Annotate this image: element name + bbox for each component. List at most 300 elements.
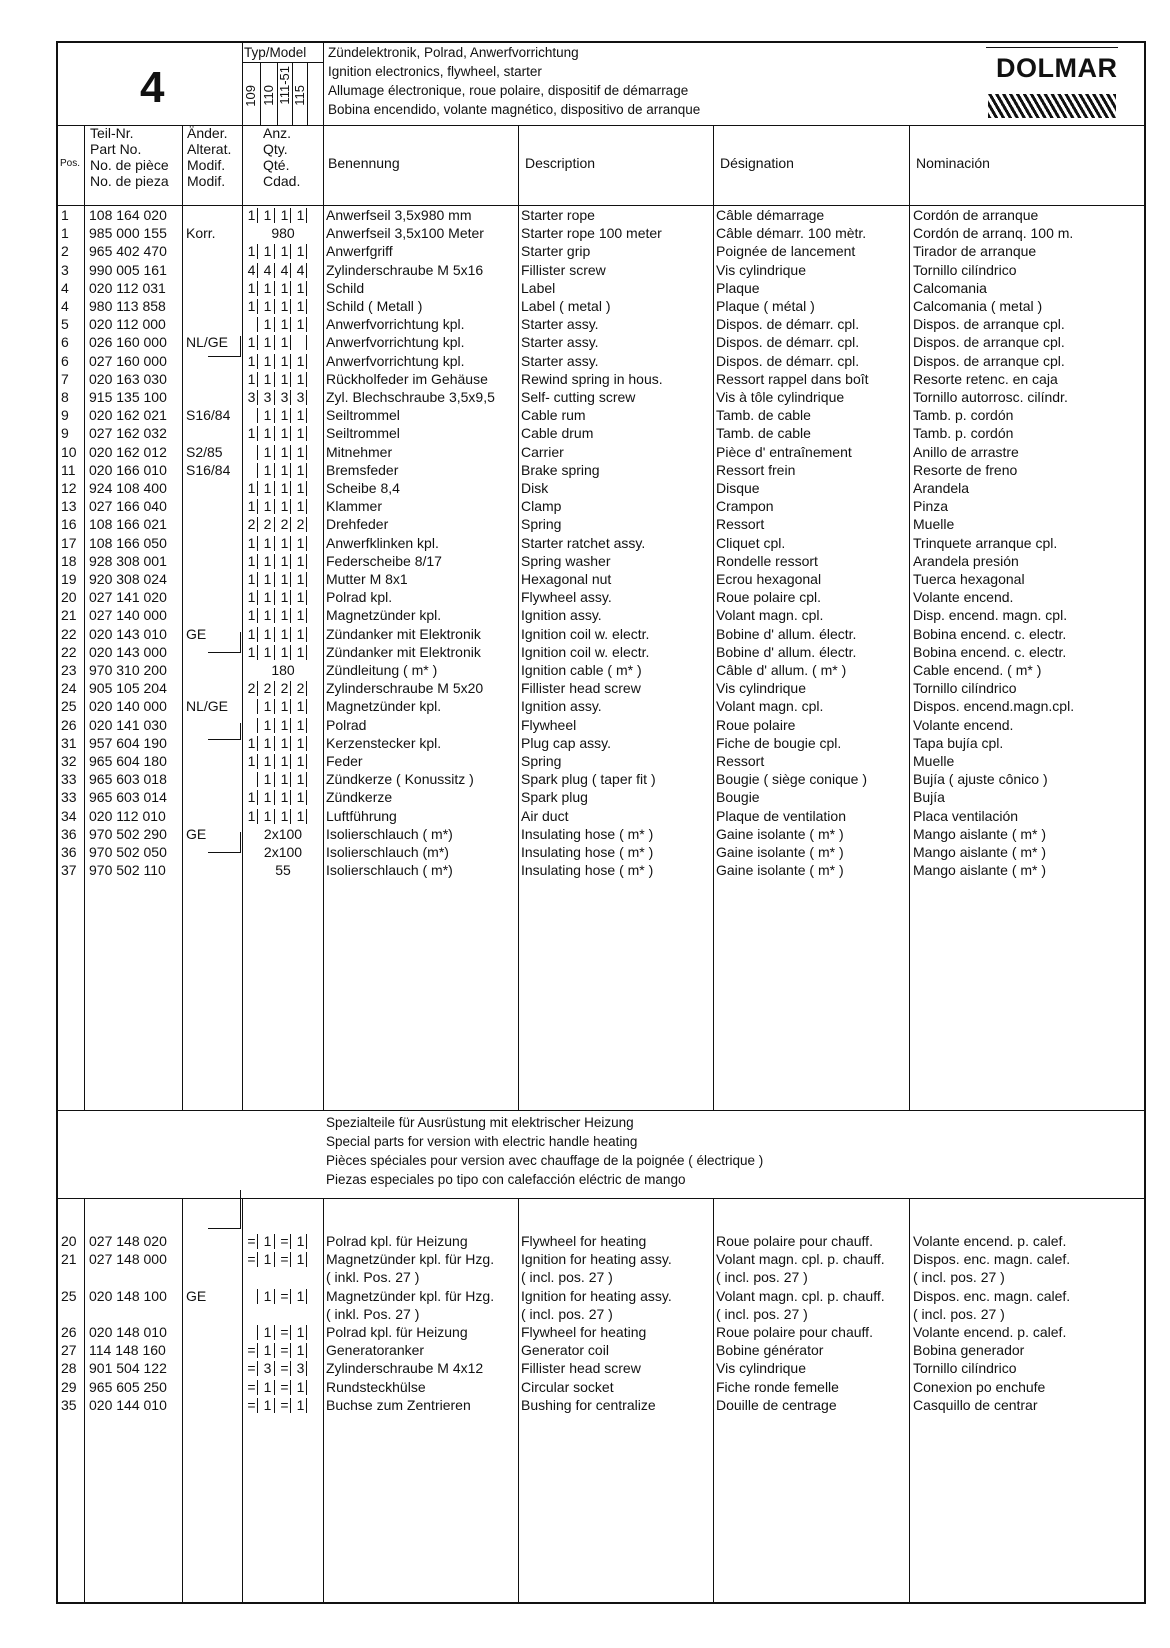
part-no-cell: 020 162 012 bbox=[89, 443, 167, 460]
qty-cell: 1 bbox=[296, 316, 305, 333]
qty-separator bbox=[257, 1343, 258, 1358]
qty-separator bbox=[290, 1234, 291, 1249]
benennung-cell: Polrad kpl. für Heizung bbox=[326, 1233, 468, 1249]
qty-separator bbox=[306, 1234, 307, 1249]
qty-cell: 1 bbox=[247, 243, 256, 260]
designation-cell: Roue polaire bbox=[716, 716, 796, 733]
benennung-cell: Zündkerze ( Konussitz ) bbox=[326, 771, 474, 788]
title-de: Zündelektronik, Polrad, Anwerfvorrichtung bbox=[328, 45, 579, 60]
pos-cell: 9 bbox=[61, 425, 69, 442]
qty-separator bbox=[306, 809, 307, 824]
col-pos: Pos. bbox=[60, 158, 81, 169]
qty-cell: 1 bbox=[247, 498, 256, 515]
designation-cell: Tamb. de cable bbox=[716, 407, 811, 424]
qty-cell: 1 bbox=[296, 425, 305, 442]
pos-cell: 25 bbox=[61, 1287, 77, 1304]
special-title bbox=[326, 1113, 763, 1189]
title-fr: Allumage électronique, roue polaire, dispositif de démarrage bbox=[328, 83, 689, 98]
qty-separator bbox=[257, 481, 258, 496]
qty-separator bbox=[306, 335, 307, 350]
pos-cell: 1 bbox=[61, 207, 69, 223]
table-row bbox=[58, 497, 1144, 516]
qty-cell: 1 bbox=[296, 461, 305, 478]
qty-separator bbox=[257, 517, 258, 532]
description-cell: Flywheel bbox=[521, 716, 577, 733]
qty-separator bbox=[274, 590, 275, 605]
nominacion-cell: Tuerca hexagonal bbox=[913, 571, 1025, 587]
qty-cell: 1 bbox=[296, 207, 305, 223]
qty-cell: 1 bbox=[263, 407, 272, 424]
designation-cell: Crampon bbox=[716, 498, 774, 515]
part-no-cell: 020 162 021 bbox=[89, 407, 167, 424]
qty-cell: 1 bbox=[296, 1233, 305, 1249]
qty-separator bbox=[290, 281, 291, 296]
qty-separator bbox=[306, 1361, 307, 1376]
qty-separator bbox=[306, 736, 307, 751]
qty-separator bbox=[274, 499, 275, 514]
qty-separator bbox=[274, 426, 275, 441]
qty-separator bbox=[274, 317, 275, 332]
qty-separator bbox=[274, 408, 275, 423]
qty-cell: 2 bbox=[247, 680, 256, 697]
table-row bbox=[58, 1305, 1144, 1324]
qty-cell: 1 bbox=[296, 716, 305, 733]
description-cell: Self- cutting screw bbox=[521, 389, 636, 405]
pos-cell: 36 bbox=[61, 844, 77, 860]
table-row bbox=[58, 752, 1144, 771]
change-cell: S16/84 bbox=[186, 461, 231, 478]
part-no-cell: 027 140 000 bbox=[89, 607, 167, 624]
designation-cell: Vis cylindrique bbox=[716, 1360, 807, 1377]
part-no-cell: 965 604 180 bbox=[89, 753, 167, 769]
qty-cell: = bbox=[280, 1360, 289, 1377]
qty-separator bbox=[257, 608, 258, 623]
description-cell: Starter rope bbox=[521, 207, 595, 223]
benennung-cell: Kerzenstecker kpl. bbox=[326, 734, 442, 751]
nominacion-cell: Volante encend. bbox=[913, 716, 1014, 733]
qty-separator bbox=[290, 499, 291, 514]
qty-cell: 3 bbox=[280, 389, 289, 405]
qty-cell: 1 bbox=[263, 461, 272, 478]
qty-cell: 1 bbox=[247, 298, 256, 314]
designation-cell: Volant magn. cpl. p. chauff. bbox=[716, 1251, 885, 1268]
designation-cell: Fiche ronde femelle bbox=[716, 1378, 839, 1395]
qty-separator bbox=[306, 1343, 307, 1358]
nominacion-cell: Calcomania bbox=[913, 279, 987, 296]
pos-cell: 25 bbox=[61, 698, 77, 715]
part-no-cell: 020 144 010 bbox=[89, 1396, 167, 1413]
pos-cell: 24 bbox=[61, 680, 77, 697]
qty-separator bbox=[306, 263, 307, 278]
qty-cell: 1 bbox=[263, 534, 272, 551]
part-no-cell: 108 164 020 bbox=[89, 207, 167, 223]
designation-cell: Bougie bbox=[716, 789, 760, 806]
pos-cell: 36 bbox=[61, 825, 77, 842]
description-cell: Fillister screw bbox=[521, 261, 606, 278]
qty-cell: 1 bbox=[263, 370, 272, 387]
description-cell: Label ( metal ) bbox=[521, 298, 611, 314]
benennung-cell: Zündanker mit Elektronik bbox=[326, 643, 481, 660]
qty-separator bbox=[290, 1289, 291, 1304]
description-cell: Bushing for centralize bbox=[521, 1396, 656, 1413]
qty-separator bbox=[274, 263, 275, 278]
qty-cell: 1 bbox=[296, 571, 305, 587]
nominacion-cell: Disp. encend. magn. cpl. bbox=[913, 607, 1068, 624]
qty-separator bbox=[257, 244, 258, 259]
col-qty-es: Cdad. bbox=[263, 173, 301, 189]
table-row bbox=[58, 242, 1144, 261]
part-no-cell: 020 143 000 bbox=[89, 643, 167, 660]
table-row bbox=[58, 770, 1144, 789]
designation-cell: Roue polaire pour chauff. bbox=[716, 1233, 873, 1249]
table-row bbox=[58, 1396, 1144, 1415]
pos-cell: 32 bbox=[61, 753, 77, 769]
qty-cell: 1 bbox=[296, 734, 305, 751]
table-row bbox=[58, 552, 1144, 571]
model-col-line bbox=[307, 62, 308, 125]
table-row bbox=[58, 861, 1144, 880]
qty-separator bbox=[257, 590, 258, 605]
change-cell: S2/85 bbox=[186, 443, 223, 460]
qty-separator bbox=[274, 1252, 275, 1267]
qty-separator bbox=[306, 754, 307, 769]
pos-cell: 26 bbox=[61, 716, 77, 733]
benennung-cell: Anwerfvorrichtung kpl. bbox=[326, 334, 465, 351]
designation-cell: Volant magn. cpl. bbox=[716, 607, 824, 624]
qty-separator bbox=[257, 281, 258, 296]
qty-separator bbox=[306, 590, 307, 605]
nominacion-cell: Muelle bbox=[913, 516, 955, 533]
benennung-cell: Zündanker mit Elektronik bbox=[326, 625, 481, 642]
qty-cell: 1 bbox=[280, 461, 289, 478]
qty-cell: 1 bbox=[280, 443, 289, 460]
benennung-cell: Anwerfseil 3,5x100 Meter bbox=[326, 225, 484, 242]
nominacion-cell: Bujía ( ajuste cônico ) bbox=[913, 771, 1048, 788]
designation-cell: Ressort frein bbox=[716, 461, 796, 478]
col-change-fr: Modif. bbox=[187, 157, 226, 173]
qty-separator bbox=[290, 208, 291, 223]
qty-cell: 1 bbox=[247, 480, 256, 496]
qty-cell: 1 bbox=[280, 207, 289, 223]
nominacion-cell: Volante encend. bbox=[913, 589, 1014, 606]
benennung-cell: Magnetzünder kpl. für Hzg. bbox=[326, 1287, 495, 1304]
qty-separator bbox=[306, 627, 307, 642]
qty-cell: 1 bbox=[280, 807, 289, 824]
qty-separator bbox=[274, 1398, 275, 1413]
qty-separator bbox=[274, 645, 275, 660]
qty-cell: 1 bbox=[263, 643, 272, 660]
qty-cell: 55 bbox=[275, 862, 291, 879]
description-cell: Flywheel for heating bbox=[521, 1233, 647, 1249]
qty-separator bbox=[257, 1361, 258, 1376]
description-cell: Insulating hose ( m* ) bbox=[521, 825, 654, 842]
table-row bbox=[58, 297, 1144, 316]
change-cell: NL/GE bbox=[186, 334, 229, 351]
pos-cell: 26 bbox=[61, 1324, 77, 1340]
qty-separator bbox=[306, 517, 307, 532]
change-bracket bbox=[208, 1190, 241, 1229]
qty-cell: 3 bbox=[263, 389, 272, 405]
table-row bbox=[58, 370, 1144, 389]
qty-cell: 1 bbox=[263, 1287, 272, 1304]
qty-cell: 1 bbox=[263, 771, 272, 788]
designation-cell: Disque bbox=[716, 480, 760, 496]
qty-cell: = bbox=[280, 1396, 289, 1413]
part-no-cell: 990 005 161 bbox=[89, 261, 167, 278]
qty-cell: 1 bbox=[280, 771, 289, 788]
qty-separator bbox=[290, 736, 291, 751]
qty-separator bbox=[306, 445, 307, 460]
qty-separator bbox=[290, 536, 291, 551]
designation-cell: ( incl. pos. 27 ) bbox=[716, 1269, 808, 1286]
part-no-cell: 020 148 100 bbox=[89, 1287, 167, 1304]
part-no-cell: 985 000 155 bbox=[89, 225, 167, 242]
qty-separator bbox=[290, 390, 291, 405]
benennung-cell: Drehfeder bbox=[326, 516, 389, 533]
benennung-cell: Zylinderschraube M 5x16 bbox=[326, 261, 484, 278]
change-bracket bbox=[208, 832, 241, 853]
description-cell: Ignition for heating assy. bbox=[521, 1251, 672, 1268]
qty-separator bbox=[290, 517, 291, 532]
description-cell: Fillister head screw bbox=[521, 1360, 641, 1377]
qty-separator bbox=[290, 335, 291, 350]
qty-cell: 1 bbox=[247, 625, 256, 642]
designation-cell: Câble d' allum. ( m* ) bbox=[716, 662, 847, 678]
qty-separator bbox=[257, 463, 258, 478]
nominacion-cell: Tornillo autorrosc. cilíndr. bbox=[913, 389, 1068, 405]
qty-cell: 1 bbox=[263, 279, 272, 296]
part-no-cell: 027 160 000 bbox=[89, 352, 167, 369]
nominacion-cell: Tornillo cilíndrico bbox=[913, 261, 1017, 278]
col-change-es: Modif. bbox=[187, 173, 226, 189]
designation-cell: Douille de centrage bbox=[716, 1396, 837, 1413]
benennung-cell: ( inkl. Pos. 27 ) bbox=[326, 1269, 420, 1286]
qty-cell: = bbox=[280, 1251, 289, 1268]
qty-separator bbox=[257, 1398, 258, 1413]
description-cell: Spark plug ( taper fit ) bbox=[521, 771, 656, 788]
description-cell: Starter rope 100 meter bbox=[521, 225, 662, 242]
qty-cell: = bbox=[280, 1378, 289, 1395]
qty-cell: 4 bbox=[263, 261, 272, 278]
nominacion-cell: Tamb. p. cordón bbox=[913, 407, 1014, 424]
qty-separator bbox=[306, 772, 307, 787]
change-cell: S16/84 bbox=[186, 407, 231, 424]
qty-cell: 4 bbox=[280, 261, 289, 278]
qty-cell: 4 bbox=[247, 261, 256, 278]
qty-cell: 1 bbox=[247, 571, 256, 587]
pos-cell: 12 bbox=[61, 480, 77, 496]
benennung-cell: Isolierschlauch (m*) bbox=[326, 844, 449, 860]
designation-cell: Ressort bbox=[716, 516, 765, 533]
table-row bbox=[58, 515, 1144, 534]
pos-cell: 2 bbox=[61, 243, 69, 260]
nominacion-cell: Conexion po enchufe bbox=[913, 1378, 1046, 1395]
qty-separator bbox=[306, 1398, 307, 1413]
pos-cell: 22 bbox=[61, 625, 77, 642]
qty-cell: = bbox=[247, 1360, 256, 1377]
qty-cell: 1 bbox=[263, 552, 272, 569]
qty-separator bbox=[257, 426, 258, 441]
qty-cell: 1 bbox=[296, 1324, 305, 1340]
qty-cell: 1 bbox=[296, 480, 305, 496]
nominacion-cell: ( incl. pos. 27 ) bbox=[913, 1269, 1005, 1286]
col-part-no-es: No. de pieza bbox=[90, 173, 169, 189]
brand-hatch bbox=[988, 94, 1116, 118]
qty-separator bbox=[274, 463, 275, 478]
qty-separator bbox=[306, 281, 307, 296]
nominacion-cell: Pinza bbox=[913, 498, 949, 515]
benennung-cell: Scheibe 8,4 bbox=[326, 480, 400, 496]
table-row bbox=[58, 588, 1144, 607]
qty-cell: 1 bbox=[263, 243, 272, 260]
designation-cell: Cliquet cpl. bbox=[716, 534, 786, 551]
designation-cell: Pièce d' entraînement bbox=[716, 443, 852, 460]
nominacion-cell: Dispos. enc. magn. calef. bbox=[913, 1251, 1071, 1268]
qty-cell: 1 bbox=[296, 589, 305, 606]
qty-separator bbox=[274, 736, 275, 751]
qty-cell: 1 bbox=[247, 589, 256, 606]
qty-cell: 1 bbox=[263, 1396, 272, 1413]
col-qty bbox=[263, 125, 300, 189]
pos-cell: 11 bbox=[61, 461, 76, 478]
table-row bbox=[58, 315, 1144, 334]
description-cell: Ignition coil w. electr. bbox=[521, 643, 650, 660]
nominacion-cell: Arandela bbox=[913, 480, 970, 496]
qty-separator bbox=[274, 299, 275, 314]
qty-separator bbox=[257, 699, 258, 714]
col-part-no bbox=[90, 125, 169, 189]
qty-cell: 1 bbox=[263, 698, 272, 715]
qty-cell: 1 bbox=[280, 716, 289, 733]
part-no-cell: 965 605 250 bbox=[89, 1378, 167, 1395]
description-cell: Air duct bbox=[521, 807, 569, 824]
qty-cell: 2 bbox=[263, 516, 272, 533]
benennung-cell: Magnetzünder kpl. für Hzg. bbox=[326, 1251, 495, 1268]
table-row bbox=[58, 661, 1144, 680]
qty-separator bbox=[306, 699, 307, 714]
qty-cell: 1 bbox=[296, 753, 305, 769]
part-no-cell: 027 148 020 bbox=[89, 1233, 167, 1249]
nominacion-cell: ( incl. pos. 27 ) bbox=[913, 1305, 1005, 1322]
qty-separator bbox=[306, 718, 307, 733]
designation-cell: Volant magn. cpl. bbox=[716, 698, 824, 715]
col-change-en: Alterat. bbox=[187, 141, 232, 157]
nominacion-cell: Anillo de arrastre bbox=[913, 443, 1019, 460]
qty-separator bbox=[257, 718, 258, 733]
qty-cell: 1 bbox=[247, 807, 256, 824]
designation-cell: Vis cylindrique bbox=[716, 261, 807, 278]
description-cell: Spring washer bbox=[521, 552, 611, 569]
qty-cell: 1 bbox=[263, 480, 272, 496]
title-es: Bobina encendido, volante magnético, dispositivo de arranque bbox=[328, 102, 701, 117]
pos-cell: 28 bbox=[61, 1360, 77, 1377]
title-en: Ignition electronics, flywheel, starter bbox=[328, 64, 542, 79]
qty-separator bbox=[257, 645, 258, 660]
benennung-cell: Anwerfvorrichtung kpl. bbox=[326, 316, 465, 333]
nominacion-cell: Volante encend. p. calef. bbox=[913, 1233, 1067, 1249]
table-row bbox=[58, 206, 1144, 225]
description-cell: Disk bbox=[521, 480, 549, 496]
qty-separator bbox=[306, 1289, 307, 1304]
header-vline bbox=[242, 43, 243, 125]
qty-separator bbox=[257, 554, 258, 569]
description-cell: Spring bbox=[521, 753, 562, 769]
qty-separator bbox=[290, 790, 291, 805]
part-no-cell: 970 502 110 bbox=[89, 862, 166, 879]
description-cell: Ignition assy. bbox=[521, 698, 602, 715]
qty-cell: 1 bbox=[247, 552, 256, 569]
qty-cell: 2 bbox=[263, 680, 272, 697]
qty-separator bbox=[290, 1325, 291, 1340]
description-cell: Rewind spring in hous. bbox=[521, 370, 663, 387]
qty-separator bbox=[306, 463, 307, 478]
qty-separator bbox=[257, 1325, 258, 1340]
qty-separator bbox=[274, 572, 275, 587]
qty-cell: 1 bbox=[263, 625, 272, 642]
designation-cell: Poignée de lancement bbox=[716, 243, 856, 260]
table-row bbox=[58, 534, 1144, 553]
designation-cell: Volant magn. cpl. p. chauff. bbox=[716, 1287, 885, 1304]
qty-separator bbox=[290, 554, 291, 569]
designation-cell: Plaque ( métal ) bbox=[716, 298, 815, 314]
description-cell: Ignition for heating assy. bbox=[521, 1287, 672, 1304]
qty-cell: = bbox=[280, 1324, 289, 1340]
qty-separator bbox=[274, 1289, 275, 1304]
benennung-cell: Polrad kpl. bbox=[326, 589, 393, 606]
qty-separator bbox=[306, 645, 307, 660]
qty-cell: 1 bbox=[247, 753, 256, 769]
qty-cell: 4 bbox=[296, 261, 305, 278]
change-bracket bbox=[208, 723, 241, 740]
col-change bbox=[187, 125, 231, 189]
qty-cell: 1 bbox=[247, 352, 256, 369]
designation-cell: Bougie ( siège conique ) bbox=[716, 771, 867, 788]
qty-cell: 1 bbox=[296, 1251, 305, 1268]
col-qty-fr: Qté. bbox=[263, 157, 290, 173]
part-no-cell: 027 166 040 bbox=[89, 498, 167, 515]
nominacion-cell: Cordón de arranq. 100 m. bbox=[913, 225, 1074, 242]
qty-cell: 1 bbox=[263, 1378, 272, 1395]
benennung-cell: Rundsteckhülse bbox=[326, 1378, 426, 1395]
description-cell: Spring bbox=[521, 516, 562, 533]
qty-separator bbox=[257, 790, 258, 805]
nominacion-cell: Tapa bujía cpl. bbox=[913, 734, 1004, 751]
description-cell: Fillister head screw bbox=[521, 680, 641, 697]
benennung-cell: Polrad bbox=[326, 716, 367, 733]
brand-logo: DOLMAR bbox=[996, 53, 1118, 83]
benennung-cell: Federscheibe 8/17 bbox=[326, 552, 442, 569]
qty-cell: = bbox=[247, 1342, 256, 1359]
qty-cell: 1 bbox=[263, 1233, 272, 1249]
qty-cell: 1 bbox=[296, 443, 305, 460]
nominacion-cell: Tornillo cilíndrico bbox=[913, 680, 1017, 697]
qty-cell: 2 bbox=[280, 680, 289, 697]
table-row bbox=[58, 606, 1144, 625]
benennung-cell: Magnetzünder kpl. bbox=[326, 607, 442, 624]
change-bracket bbox=[208, 336, 241, 357]
qty-cell: 1 bbox=[263, 498, 272, 515]
part-no-cell: 905 105 204 bbox=[89, 680, 167, 697]
qty-cell: 1 bbox=[263, 298, 272, 314]
qty-cell: 1 bbox=[247, 279, 256, 296]
table-row bbox=[58, 1232, 1144, 1251]
designation-cell: Vis à tôle cylindrique bbox=[716, 389, 845, 405]
benennung-cell: Zündleitung ( m* ) bbox=[326, 662, 438, 678]
benennung-cell: Zündkerze bbox=[326, 789, 393, 806]
qty-separator bbox=[274, 809, 275, 824]
part-no-cell: 114 148 160 bbox=[89, 1342, 166, 1359]
description-cell: Starter assy. bbox=[521, 352, 599, 369]
